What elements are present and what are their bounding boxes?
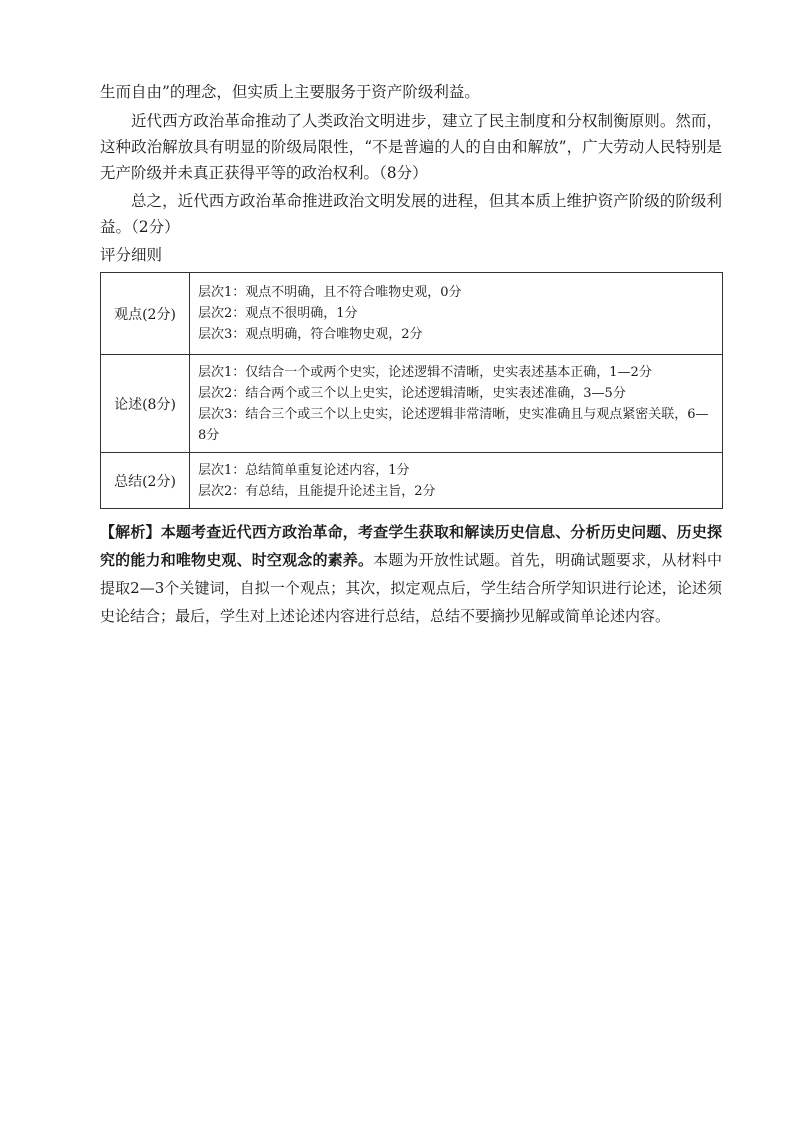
rubric-row-argument bbox=[101, 355, 723, 453]
rubric-category-argument: 论述(8分) bbox=[101, 355, 190, 453]
body-paragraph-2: 总之，近代西方政治革命推进政治文明发展的进程，但其本质上维护资产阶级的阶级利益。（2分） bbox=[100, 192, 722, 236]
rubric-row-viewpoint bbox=[101, 273, 723, 355]
rubric-category-viewpoint: 观点(2分) bbox=[101, 273, 190, 355]
rubric-level: 层次3：结合三个或三个以上史实，论述逻辑非常清晰，史实准确且与观点紧密关联，6—8分 bbox=[198, 406, 709, 443]
rubric-level: 层次2：结合两个或三个以上史实，论述逻辑清晰，史实表述准确，3—5分 bbox=[198, 385, 626, 401]
rubric-table bbox=[100, 272, 723, 509]
rubric-level: 层次1：观点不明确，且不符合唯物史观，0分 bbox=[198, 285, 462, 300]
rubric-category-summary: 总结(2分) bbox=[101, 453, 190, 509]
rubric-row-summary bbox=[101, 453, 723, 509]
rubric-levels-summary bbox=[190, 453, 723, 509]
body-paragraph-1: 近代西方政治革命推动了人类政治文明进步，建立了民主制度和分权制衡原则。然而，这种政治解放具有明显的阶级局限性，“不是普遍的人的自由和解放”，广大劳动人民特别是无产阶级并未真正获得平等的政治权利。（8分） bbox=[100, 112, 722, 182]
analysis-paragraph bbox=[100, 518, 722, 630]
rubric-level: 层次1：总结简单重复论述内容，1分 bbox=[198, 462, 410, 478]
rubric-level: 层次3：观点明确，符合唯物史观，2分 bbox=[198, 327, 423, 342]
analysis-normal-text: 本题为开放性试题。首先，明确试题要求，从材料中提取2—3个关键词，自拟一个观点；其次，拟定观点后，学生结合所学知识进行论述，论述须史论结合；最后，学生对上述论述内容进行总结，总结不要摘抄见解或简单论述内容。 bbox=[100, 551, 722, 625]
rubric-level: 层次2：有总结，且能提升论述主旨，2分 bbox=[198, 483, 436, 499]
rubric-levels-viewpoint bbox=[190, 273, 723, 355]
rubric-level: 层次1：仅结合一个或两个史实，论述逻辑不清晰，史实表述基本正确，1—2分 bbox=[198, 364, 652, 380]
rubric-title: 评分细则 bbox=[100, 246, 163, 264]
rubric-levels-argument bbox=[190, 355, 723, 453]
intro-line: 生而自由”的理念，但实质上主要服务于资产阶级利益。 bbox=[100, 83, 480, 101]
analysis-bold-text: 【解析】本题考查近代西方政治革命，考查学生获取和解读历史信息、分析历史问题、历史探究的能力和唯物史观、时空观念的素养。 bbox=[100, 523, 722, 569]
rubric-level: 层次2：观点不很明确，1分 bbox=[198, 306, 358, 321]
